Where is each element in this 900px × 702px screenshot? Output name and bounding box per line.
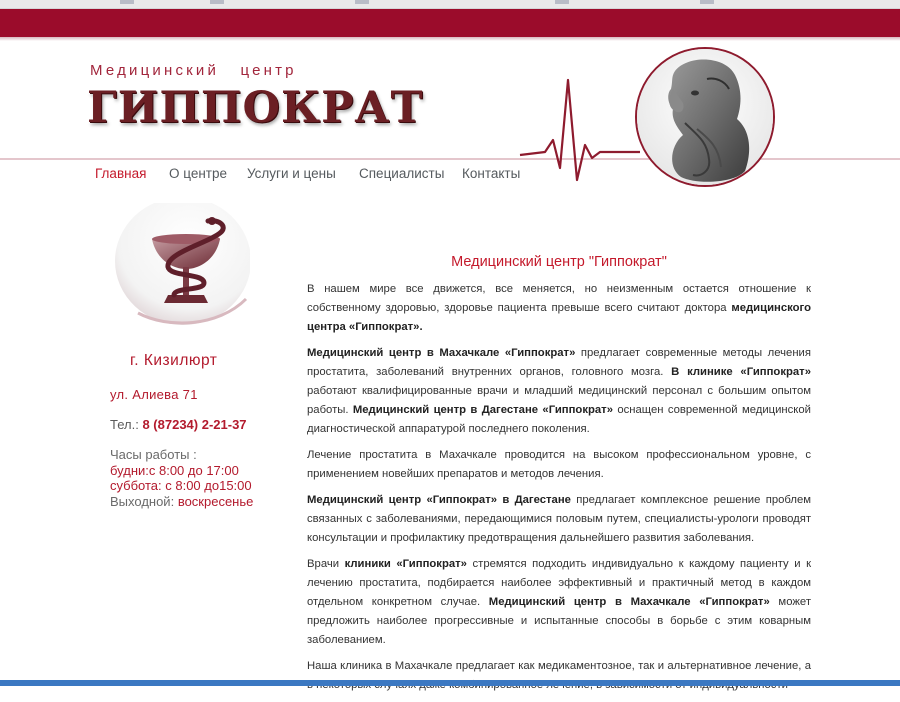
hours-saturday: суббота: с 8:00 до15:00 <box>110 478 252 493</box>
phone-number: 8 (87234) 2-21-37 <box>142 417 247 432</box>
p2-bold-3: Медицинский центр в Дагестане «Гиппократ» <box>352 404 613 416</box>
site-subtitle: Медицинский центр <box>90 62 297 79</box>
paragraph-4 <box>307 491 811 548</box>
p2-bold-1: Медицинский центр в Махачкале «Гиппократ» <box>307 347 576 359</box>
p5-bold-2: Медицинский центр в Махачкале «Гиппократ» <box>488 596 770 608</box>
paragraph-3: Лечение простатита в Махачкале проводится на высоком профессиональном уровне, с применением новейших препаратов и методов лечения. <box>307 449 811 480</box>
phone-label: Тел.: <box>110 417 139 432</box>
p5-bold-1: клиники «Гиппократ» <box>344 558 467 570</box>
dayoff-value: воскресенье <box>177 493 254 509</box>
p5-text-3: может предложить наиболее прогрессивные и испытанные способы в борьбе с этим коварным заболеванием. <box>307 596 811 646</box>
toolbar-tick <box>355 0 369 4</box>
hours-title: Часы работы : <box>110 447 197 462</box>
p4-bold: Медицинский центр «Гиппократ» в Дагестане <box>307 494 571 506</box>
site-logo-text[interactable]: ГИППОКРАТ <box>87 83 424 133</box>
browser-toolbar-strip <box>0 0 900 9</box>
paragraph-2 <box>307 344 811 439</box>
p2-text-2: работают квалифицированные врачи и младший медицинский персонал с большим опытом работы. <box>307 385 811 416</box>
p5-text-1: Врачи <box>307 558 345 570</box>
caduceus-emblem <box>108 203 250 328</box>
browser-bottom-bar <box>0 680 900 686</box>
page-title: Медицинский центр "Гиппократ" <box>451 254 667 270</box>
p2-text-1: предлагает современные методы лечения простатита, заболеваний внутренних органов, головного мозга. <box>307 347 811 378</box>
nav-item-home[interactable]: Главная <box>95 166 147 181</box>
p5-text-2: стремятся подходить индивидуально к каждому пациенту и к лечению простатита, подбирается наиболее эффективный и практичный метод в каждом отдельном конкретном случае. <box>307 558 812 608</box>
paragraph-6: Наша клиника в Махачкале предлагает как медикаментозное, так и альтернативное лечение, а <box>307 660 811 672</box>
nav-item-about[interactable]: О центре <box>169 166 227 181</box>
hippocrates-portrait <box>635 47 775 187</box>
toolbar-tick <box>120 0 134 4</box>
sidebar-city: г. Кизилюрт <box>130 352 218 369</box>
nav-item-services-prices[interactable]: Услуги и цены <box>247 166 336 181</box>
p2-bold-2: В клинике «Гиппократ» <box>671 366 811 378</box>
hours-weekdays: будни:с 8:00 до 17:00 <box>110 462 239 478</box>
paragraph-5 <box>307 555 811 650</box>
toolbar-tick <box>700 0 714 4</box>
header-red-band <box>0 9 900 37</box>
main-content <box>307 254 811 702</box>
p4-text: предлагает комплексное решение проблем связанных с заболеваниями, передающимися половым путем, специалисты-урологи проводят консультации и профилактику предотвращения дальнейшего развития заболевания. <box>307 494 811 544</box>
p2-text-3: оснащен современной медицинской диагностической аппаратурой последнего поколения. <box>307 404 811 435</box>
nav-item-contacts[interactable]: Контакты <box>462 166 521 181</box>
sidebar-phone <box>110 417 247 432</box>
p1-text: В нашем мире все движется, все меняется, но неизменным остается отношение к собственному здоровью, здоровье пациента превыше всего считают доктора <box>307 283 811 314</box>
caduceus-icon <box>108 203 250 328</box>
hippocrates-bust-image <box>637 49 773 185</box>
toolbar-tick <box>555 0 569 4</box>
working-hours <box>110 447 253 509</box>
paragraph-1 <box>307 280 811 337</box>
dayoff-label: Выходной: <box>110 493 175 509</box>
hours-dayoff <box>110 494 253 510</box>
sidebar-address: ул. Алиева 71 <box>110 387 198 402</box>
nav-item-specialists[interactable]: Специалисты <box>359 166 445 181</box>
toolbar-tick <box>210 0 224 4</box>
p1-bold: медицинского центра «Гиппократ». <box>307 302 811 333</box>
